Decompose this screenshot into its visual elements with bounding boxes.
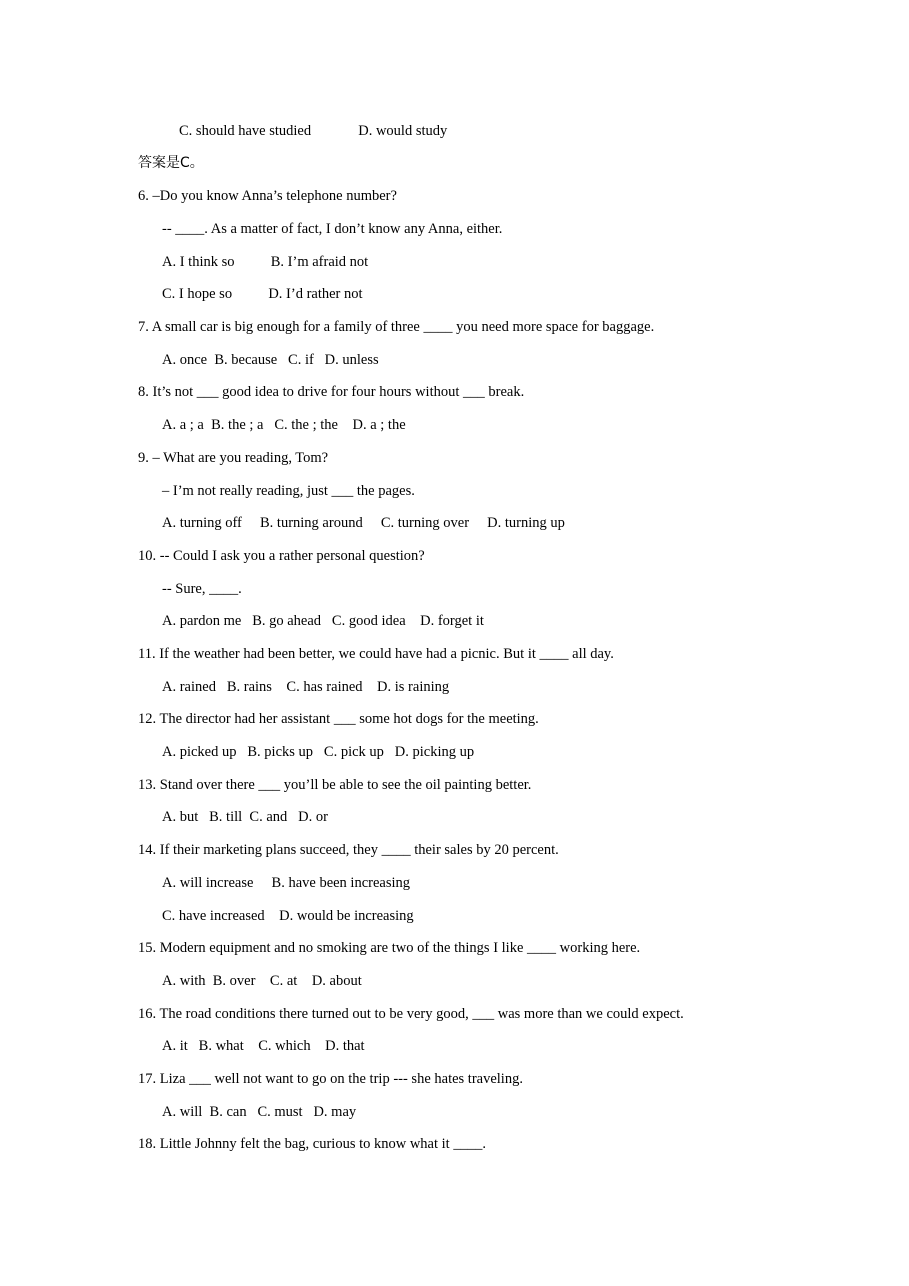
question-12-stem: 12. The director had her assistant ___ some hot dogs for the meeting. — [138, 711, 539, 727]
question-10-options: A. pardon me B. go ahead C. good idea D. forget it — [162, 613, 484, 629]
question-7-options: A. once B. because C. if D. unless — [162, 352, 379, 368]
question-11-options: A. rained B. rains C. has rained D. is raining — [162, 679, 450, 695]
question-6-options: C. I hope so D. I’d rather not — [162, 286, 363, 302]
question-6-options: A. I think so B. I’m afraid not — [162, 254, 369, 270]
question-15-stem: 15. Modern equipment and no smoking are two of the things I like ____ working here. — [138, 940, 641, 956]
question-9-options: A. turning off B. turning around C. turning over D. turning up — [162, 515, 565, 531]
question-16-stem: 16. The road conditions there turned out to be very good, ___ was more than we could expect. — [138, 1006, 684, 1022]
question-9-stem: 9. – What are you reading, Tom? — [138, 450, 329, 466]
question-11-stem: 11. If the weather had been better, we could have had a picnic. But it ____ all day. — [138, 646, 614, 662]
question-7-stem: 7. A small car is big enough for a family of three ____ you need more space for baggage. — [138, 319, 655, 335]
question-8-stem: 8. It’s not ___ good idea to drive for four hours without ___ break. — [138, 384, 525, 400]
question-10-stem: 10. -- Could I ask you a rather personal question? — [138, 548, 425, 564]
question-8-options: A. a ; a B. the ; a C. the ; the D. a ; the — [162, 417, 406, 433]
question-18-stem: 18. Little Johnny felt the bag, curious to know what it ____. — [138, 1136, 486, 1152]
question-10-line: -- Sure, ____. — [162, 581, 242, 597]
question-13-options: A. but B. till C. and D. or — [162, 809, 328, 825]
question-9-line: – I’m not really reading, just ___ the pages. — [162, 483, 415, 499]
question-6-line: -- ____. As a matter of fact, I don’t know any Anna, either. — [162, 221, 503, 237]
question-17-options: A. will B. can C. must D. may — [162, 1104, 357, 1120]
question-13-stem: 13. Stand over there ___ you’ll be able to see the oil painting better. — [138, 777, 532, 793]
answer-note: 答案是C。 — [138, 155, 204, 171]
continuation-options: C. should have studied D. would study — [179, 123, 448, 139]
question-15-options: A. with B. over C. at D. about — [162, 973, 362, 989]
question-14-options: A. will increase B. have been increasing — [162, 875, 411, 891]
question-14-options: C. have increased D. would be increasing — [162, 908, 414, 924]
question-17-stem: 17. Liza ___ well not want to go on the trip --- she hates traveling. — [138, 1071, 523, 1087]
question-12-options: A. picked up B. picks up C. pick up D. picking up — [162, 744, 475, 760]
question-16-options: A. it B. what C. which D. that — [162, 1038, 365, 1054]
question-6-stem: 6. –Do you know Anna’s telephone number? — [138, 188, 397, 204]
question-14-stem: 14. If their marketing plans succeed, they ____ their sales by 20 percent. — [138, 842, 559, 858]
